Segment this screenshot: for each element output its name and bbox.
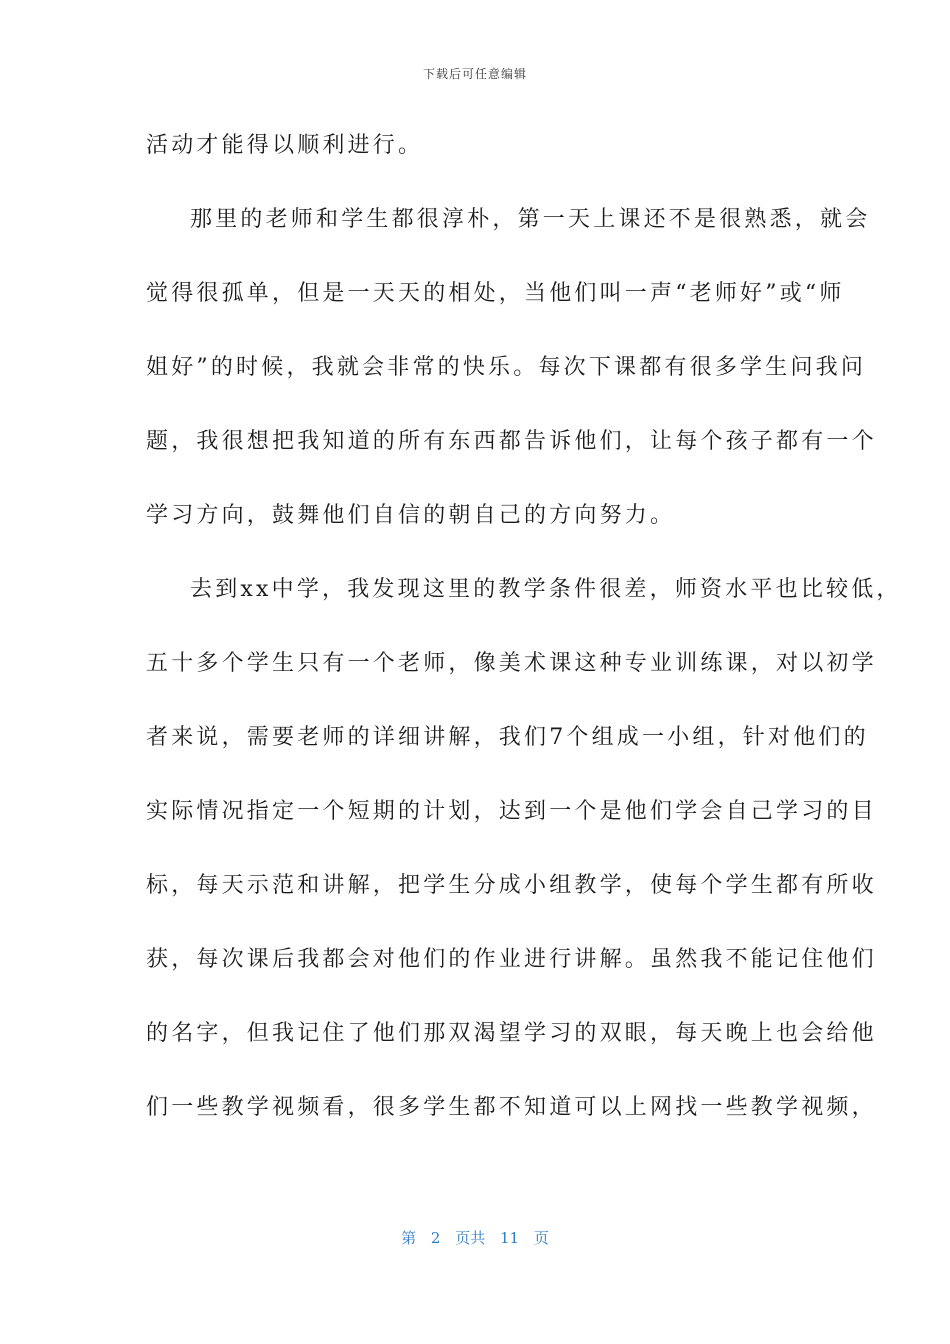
text-line: 者来说，需要老师的详细讲解，我们7个组成一小组，针对他们的 [146, 725, 869, 750]
total-page-count: 11 [500, 1229, 520, 1247]
paragraph-start-line: 去到xx中学，我发现这里的教学条件很差，师资水平也比较低， [190, 577, 902, 602]
text-line: 实际情况指定一个短期的计划，达到一个是他们学会自己学习的目 [146, 799, 877, 824]
text-line: 五十多个学生只有一个老师，像美术课这种专业训练课，对以初学 [146, 651, 877, 676]
document-body [146, 124, 902, 1160]
page-header: 下载后可任意编辑 [422, 67, 527, 81]
text-line: 活动才能得以顺利进行。 [146, 133, 424, 158]
page-footer [0, 1228, 950, 1248]
text-line: 们一些教学视频看，很多学生都不知道可以上网找一些教学视频， [146, 1095, 877, 1120]
text-line: 学习方向，鼓舞他们自信的朝自己的方向努力。 [146, 503, 676, 528]
text-line: 获，每次课后我都会对他们的作业进行讲解。虽然我不能记住他们 [146, 947, 877, 972]
text-line: 题，我很想把我知道的所有东西都告诉他们，让每个孩子都有一个 [146, 429, 877, 454]
footer-middle: 页共 [455, 1229, 486, 1247]
text-line: 的名字，但我记住了他们那双渴望学习的双眼，每天晚上也会给他 [146, 1021, 877, 1046]
footer-prefix: 第 [401, 1229, 417, 1247]
text-line: 标，每天示范和讲解，把学生分成小组教学，使每个学生都有所收 [146, 873, 877, 898]
paragraph-start-line: 那里的老师和学生都很淳朴，第一天上课还不是很熟悉，就会 [190, 207, 871, 232]
text-line: 姐好”的时候，我就会非常的快乐。每次下课都有很多学生问我问 [146, 355, 867, 380]
current-page-number: 2 [430, 1229, 441, 1247]
footer-suffix: 页 [533, 1229, 549, 1247]
text-line: 觉得很孤单，但是一天天的相处，当他们叫一声“老师好”或“师 [146, 281, 845, 306]
